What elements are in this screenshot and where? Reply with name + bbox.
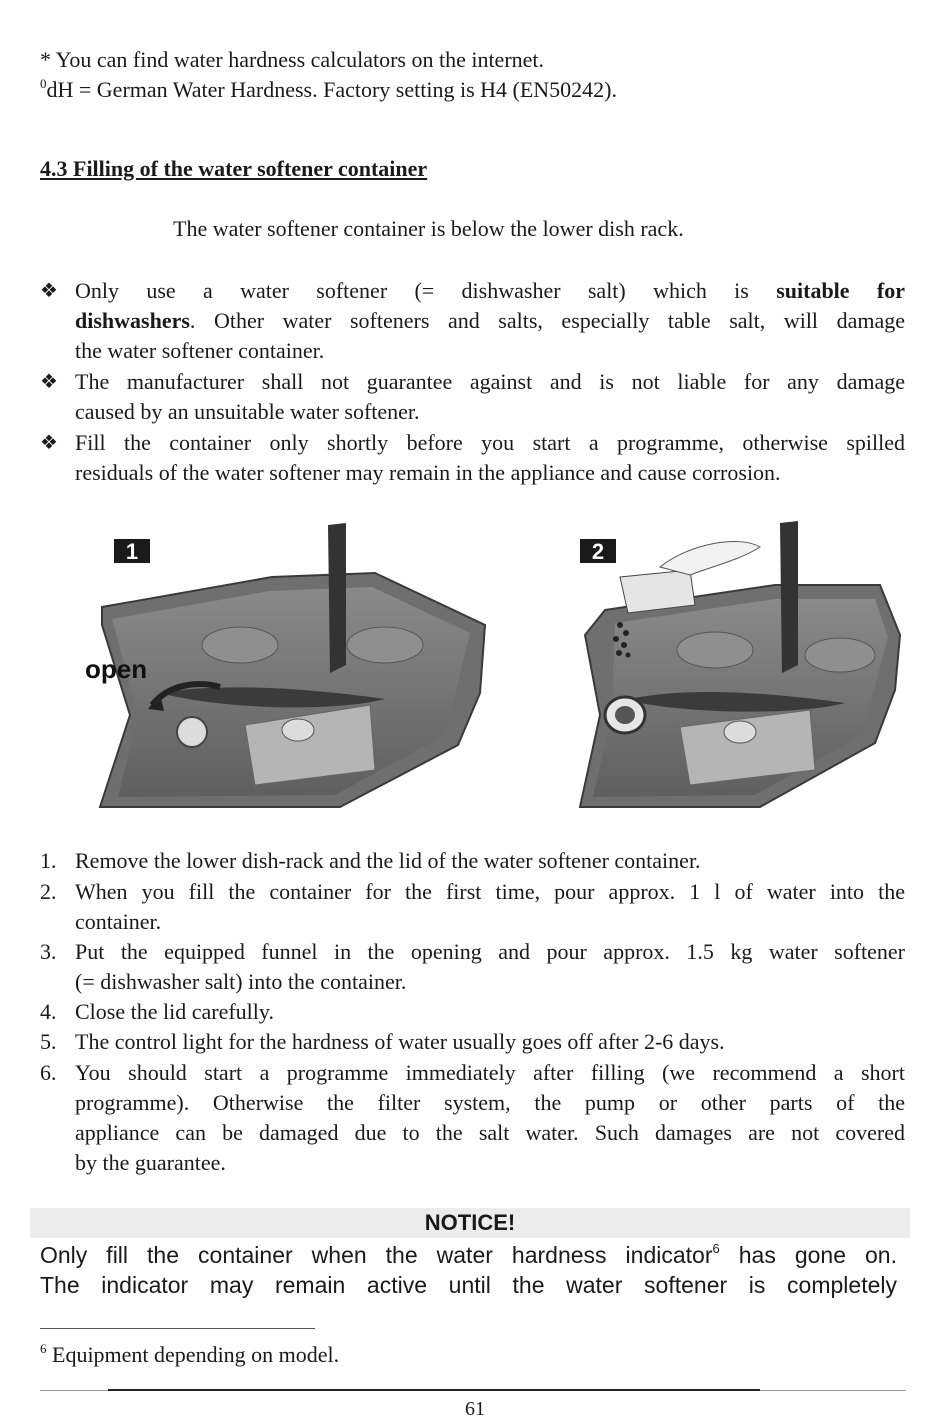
section-title: 4.3 Filling of the water softener container [40, 156, 428, 181]
bullet-3-line-1: Fill the container only shortly before you start a programme, otherwise spilled [75, 430, 905, 455]
bullet-2-line-2: caused by an unsuitable water softener. [75, 399, 420, 424]
panel-1 [85, 523, 485, 807]
panel-2 [580, 521, 900, 807]
step-number: 5. [40, 1029, 57, 1054]
bullet-1-line-3: the water softener container. [75, 338, 325, 363]
salt-container-illustration [40, 515, 910, 825]
bullet-2-line-1: The manufacturer shall not guarantee against and is not liable for any damage [75, 369, 905, 394]
bullet-icon: ❖ [40, 371, 58, 393]
step-2-line-1: When you fill the container for the first time, pour approx. 1 l of water into the [75, 879, 905, 904]
step-number: 6. [40, 1060, 57, 1085]
footnote [40, 1340, 339, 1370]
notice-line-2: The indicator may remain active until the water softener is completely [40, 1272, 897, 1298]
page-number: 61 [465, 1398, 485, 1420]
footnote-number: 6 [40, 1341, 47, 1356]
step-1-line-1: Remove the lower dish-rack and the lid of the water softener container. [75, 848, 701, 873]
step-2-line-2: container. [75, 909, 162, 934]
salt-lid [177, 717, 207, 747]
step-6-line-3: appliance can be damaged due to the salt water. Such damages are not covered [75, 1120, 905, 1145]
section-subtitle: The water softener container is below the lower dish rack. [173, 216, 684, 241]
bullet-1-text-2: . Other water softeners and salts, especially table salt, will damage [189, 308, 905, 333]
floor-bump-left [202, 627, 278, 663]
notice-title: NOTICE! [424, 1210, 516, 1235]
bullet-icon: ❖ [40, 280, 58, 302]
step-4-line-1: Close the lid carefully. [75, 999, 274, 1024]
salt-packet-icon [620, 570, 695, 613]
bullet-1-line-1 [75, 276, 905, 306]
step-5-line-1: The control light for the hardness of water usually goes off after 2-6 days. [75, 1029, 725, 1054]
bullet-1-bold: suitable for [776, 278, 905, 303]
bullet-1-text: Only use a water softener (= dishwasher salt) which is [75, 278, 749, 303]
footnote-text: Equipment depending on model. [46, 1342, 340, 1367]
open-label: open [85, 654, 148, 684]
notice-text-1: Only fill the container when the water hardness indicator [40, 1242, 713, 1268]
step-2-number: 2 [591, 539, 605, 564]
step-6-line-1: You should start a programme immediately after filling (we recommend a short [75, 1060, 905, 1085]
step-number: 4. [40, 999, 57, 1024]
notice-text-1b: has gone on. [719, 1242, 897, 1268]
funnel-opening [615, 706, 635, 724]
floor-bump-right [805, 638, 875, 672]
step-6-line-2: programme). Otherwise the filter system, the pump or other parts of the [75, 1090, 905, 1115]
step-3-line-1: Put the equipped funnel in the opening and pour approx. 1.5 kg water softener [75, 939, 905, 964]
floor-bump-left [677, 632, 753, 668]
step-3-line-2: (= dishwasher salt) into the container. [75, 969, 407, 994]
bullet-1-bold-2: dishwashers [75, 308, 190, 333]
step-1-number: 1 [125, 539, 139, 564]
footnote-ref: 6 [712, 1241, 720, 1256]
floor-bump-right [347, 627, 423, 663]
spray-pipe [780, 521, 798, 673]
intro-line-2-text: dH = German Water Hardness. Factory setting is H4 (EN50242). [46, 77, 617, 102]
notice-line-1 [40, 1240, 897, 1270]
notice-banner [30, 1208, 910, 1238]
step-number: 3. [40, 939, 57, 964]
bullet-1-line-2 [75, 306, 905, 336]
filter-cup [282, 719, 314, 741]
step-number: 2. [40, 879, 57, 904]
degree-superscript: 0 [40, 76, 47, 91]
intro-line-1: * You can find water hardness calculators on the internet. [40, 47, 545, 72]
footnote-divider [40, 1328, 315, 1329]
bullet-3-line-2: residuals of the water softener may remain in the appliance and cause corrosion. [75, 460, 781, 485]
filter-cup [724, 721, 756, 743]
step-6-line-4: by the guarantee. [75, 1150, 226, 1175]
bullet-icon: ❖ [40, 432, 58, 454]
intro-line-2 [40, 75, 617, 105]
page-rule-thick [108, 1389, 760, 1391]
step-number: 1. [40, 848, 57, 873]
hand-icon [660, 541, 760, 575]
spray-pipe [328, 523, 346, 673]
